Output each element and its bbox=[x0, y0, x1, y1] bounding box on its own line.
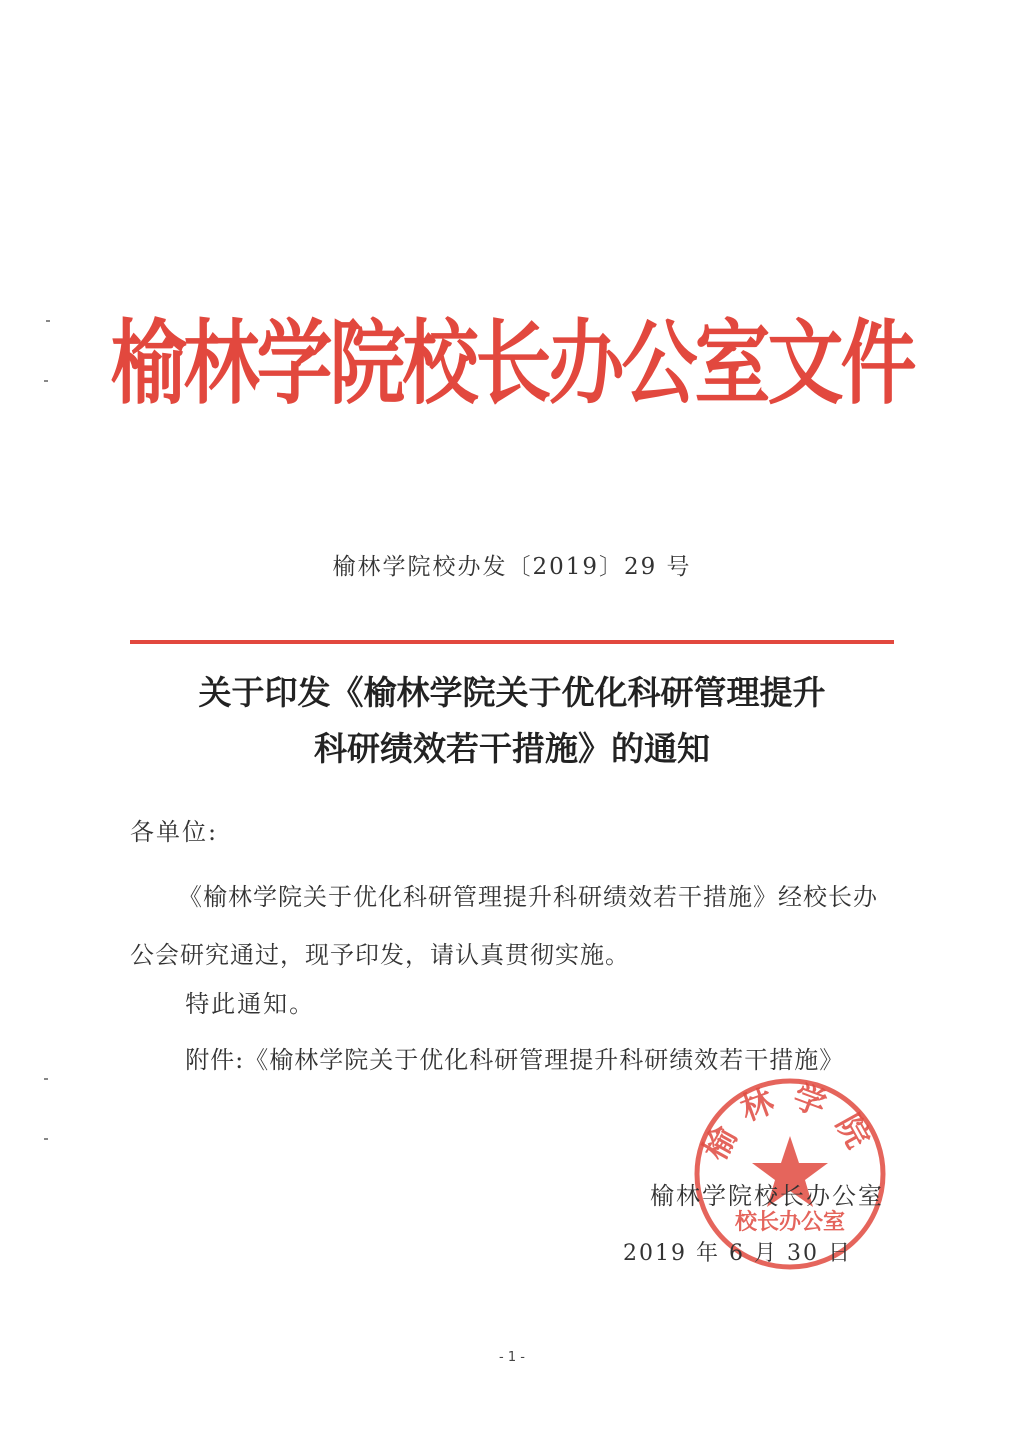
issuing-office: 榆林学院校长办公室 bbox=[650, 1182, 884, 1210]
notice-title bbox=[0, 665, 1024, 777]
notice-title-line-1: 关于印发《榆林学院关于优化科研管理提升 bbox=[198, 673, 826, 712]
svg-text:校长办公室: 校长办公室 bbox=[734, 1210, 846, 1235]
body-paragraph-2: 特此通知。 bbox=[185, 990, 316, 1018]
svg-text:榆林学院: 榆林学院 bbox=[695, 1076, 885, 1167]
salutation: 各单位: bbox=[130, 818, 219, 846]
document-number: 榆林学院校办发〔2019〕29 号 bbox=[332, 554, 692, 580]
scan-mark bbox=[44, 1078, 48, 1080]
issue-date: 2019 年 6 月 30 日 bbox=[623, 1241, 852, 1266]
scan-mark bbox=[44, 1138, 48, 1140]
notice-title-line-2: 科研绩效若干措施》的通知 bbox=[314, 729, 710, 768]
body-paragraph-1: 《榆林学院关于优化科研管理提升科研绩效若干措施》经校长办公会研究通过，现予印发，请认真贯彻实施。 bbox=[130, 883, 878, 969]
attachment-line: 附件:《榆林学院关于优化科研管理提升科研绩效若干措施》 bbox=[185, 1046, 845, 1074]
red-divider-line bbox=[130, 640, 894, 644]
page-number: - 1 - bbox=[499, 1350, 525, 1365]
document-header-title: 榆林学院校长办公室文件 bbox=[110, 309, 914, 417]
